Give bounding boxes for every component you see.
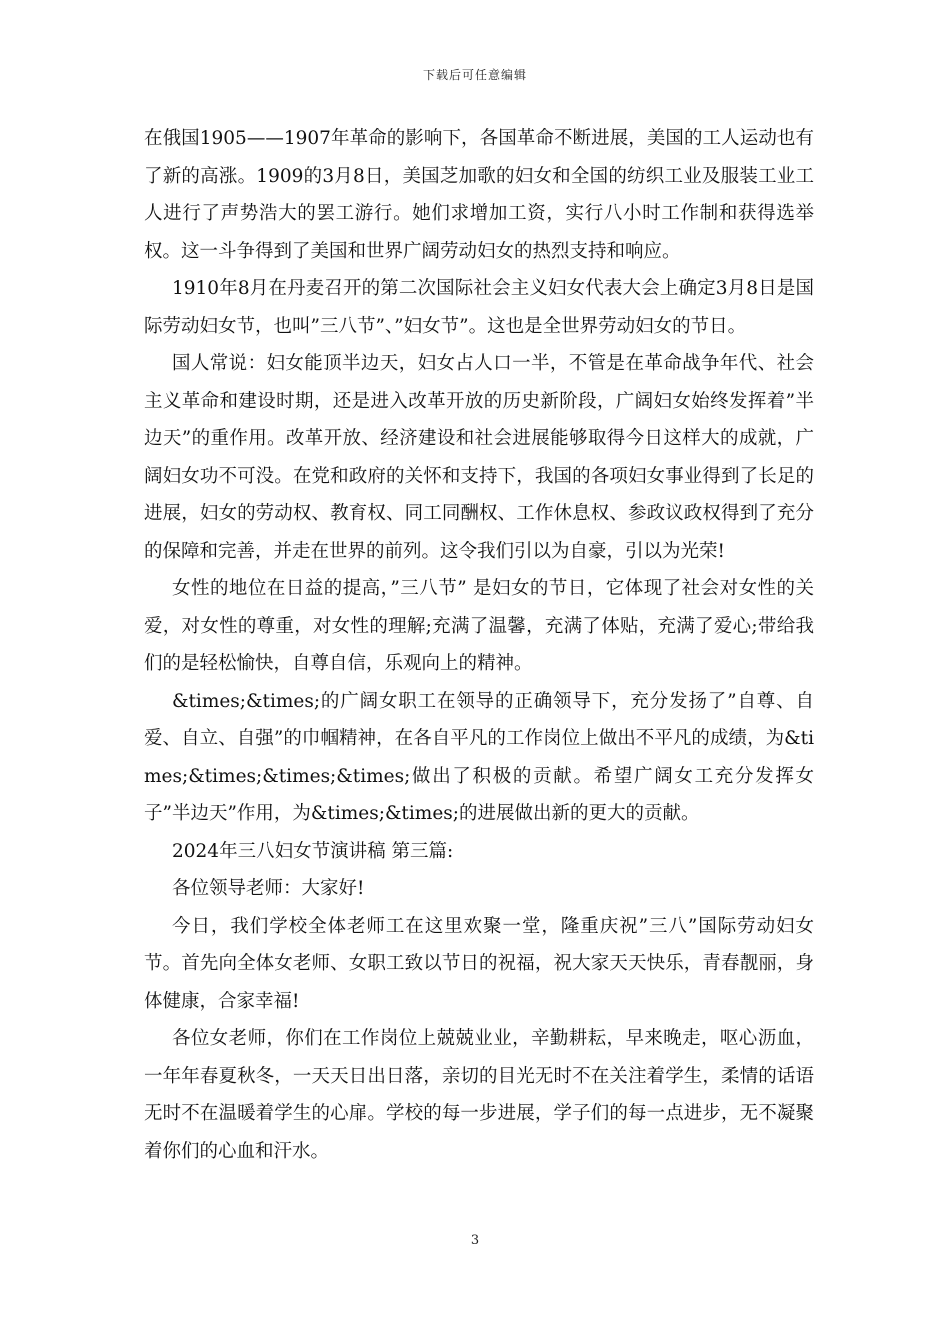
paragraph: 今日，我们学校全体老师工在这里欢聚一堂，隆重庆祝”三八”国际劳动妇女节。首先向全体女老师、女职工致以节日的祝福，祝大家天天快乐，青春靓丽，身体健康，合家幸福!: [144, 915, 814, 1012]
salutation: 各位领导老师：大家好!: [172, 878, 365, 899]
paragraph: 国人常说：妇女能顶半边天，妇女占人口一半，不管是在革命战争年代、社会主义革命和建设时期，还是进入改革开放的历史新阶段，广阔妇女始终发挥着”半边天”的重作用。改革开放、经济建设和社会进展能够取得今日这样大的成就，广阔妇女功不可没。在党和政府的关怀和支持下，我国的各项妇女事业得到了长足的进展，妇女的劳动权、教育权、同工同酬权、工作休息权、参政议政权得到了充分的保障和完善，并走在世界的前列。这令我们引以为自豪，引以为光荣!: [144, 353, 814, 562]
page-number: 3: [470, 1233, 480, 1248]
paragraph: &times;&times;的广阔女职工在领导的正确领导下，充分发扬了”自尊、自爱、自立、自强”的巾帼精神，在各自平凡的工作岗位上做出不平凡的成绩，为&times;&times;&times;&times;做出了积极的贡献。希望广阔女工充分发挥女子”半边天”作用，为&times;&times;的进展做出新的更大的贡献。: [144, 690, 814, 824]
paragraph: 女性的地位在日益的提高，”三八节” 是妇女的节日，它体现了社会对女性的关爱，对女性的尊重，对女性的理解;充满了温馨，充满了体贴，充满了爱心;带给我们的是轻松愉快，自尊自信，乐观向上的精神。: [144, 578, 814, 674]
paragraph: 在俄国1905——1907年革命的影响下，各国革命不断进展，美国的工人运动也有了新的高涨。1909的3月8日，美国芝加歌的妇女和全国的纺织工业及服装工业工人进行了声势浩大的罢工游行。她们求增加工资，实行八小时工作制和获得选举权。这一斗争得到了美国和世界广阔劳动妇女的热烈支持和响应。: [144, 128, 814, 262]
paragraph: 各位女老师，你们在工作岗位上兢兢业业，辛勤耕耘，早来晚走，呕心沥血，一年年春夏秋冬，一天天日出日落，亲切的目光无时不在关注着学生，柔情的话语无时不在温暖着学生的心扉。学校的每一步进展，学子们的每一点进步，无不凝聚着你们的心血和汗水。: [144, 1028, 814, 1162]
page-header: 下载后可任意编辑: [422, 68, 527, 82]
paragraph: 1910年8月在丹麦召开的第二次国际社会主义妇女代表大会上确定3月8日是国际劳动妇女节，也叫”三八节”、”妇女节”。这也是全世界劳动妇女的节日。: [144, 278, 814, 337]
document-body: [144, 120, 814, 1170]
section-heading: 2024年三八妇女节演讲稿 第三篇:: [172, 840, 454, 862]
